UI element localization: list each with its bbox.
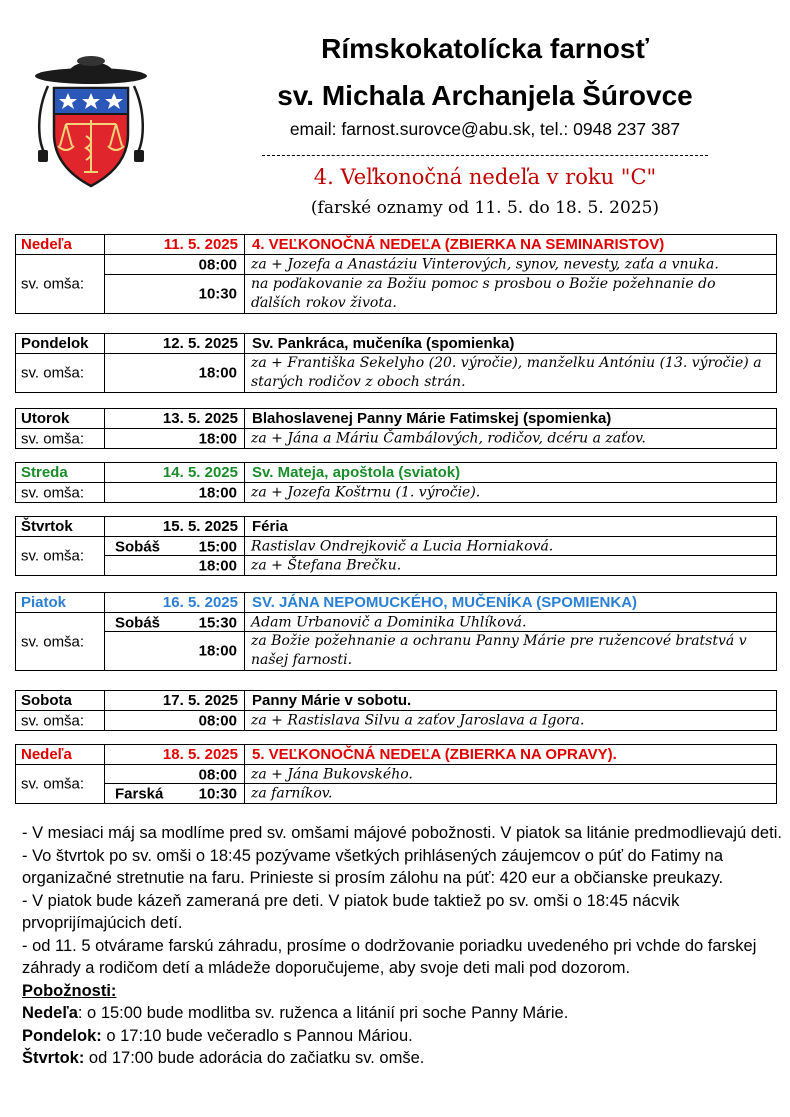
feast-title: Panny Márie v sobotu. <box>252 692 412 709</box>
day-block <box>15 408 777 449</box>
mass-time: 15:00 <box>198 538 237 555</box>
day-header <box>16 235 776 255</box>
contact-line: email: farnost.surovce@abu.sk, tel.: 0948 237 387 <box>289 119 681 139</box>
divider <box>244 483 245 502</box>
feast-title: 4. VEĽKONOČNÁ NEDEĽA (ZBIERKA NA SEMINARISTOV) <box>252 236 665 253</box>
mass-intention: Rastislav Ondrejkovič a Lucia Horniaková. <box>251 538 554 554</box>
devotion-text: od 17:00 bude adorácia do začiatku sv. omše. <box>84 1049 425 1067</box>
day-date: 12. 5. 2025 <box>162 335 238 352</box>
mass-intention: za + Jozefa a Anastáziu Vinterových, synov, nevesty, zaťa a vnuka. <box>251 256 719 273</box>
divider <box>244 334 245 353</box>
day-date: 11. 5. 2025 <box>163 236 238 253</box>
day-header <box>16 463 776 483</box>
mass-label: sv. omša: <box>21 275 85 293</box>
mass-row <box>16 632 776 670</box>
mass-time: 15:30 <box>198 614 237 631</box>
mass-time: 18:00 <box>198 484 237 501</box>
parish-name-line2: sv. Michala Archanjela Šúrovce <box>277 80 693 111</box>
devotion-text: : o 15:00 bude modlitba sv. ruženca a litánií pri soche Panny Márie. <box>77 1004 569 1022</box>
mass-intention: za farníkov. <box>251 785 333 801</box>
mass-intention: za + Jozefa Koštrnu (1. výročie). <box>251 484 481 500</box>
day-name: Sobota <box>21 692 72 709</box>
mass-time: 08:00 <box>198 256 237 274</box>
parish-name-line1: Rímskokatolícka farnosť <box>321 33 649 64</box>
mass-time: 18:00 <box>198 557 237 574</box>
mass-intention: za + Jána a Máriu Čambálových, rodičov, dcéru a zaťov. <box>251 430 646 446</box>
divider <box>244 235 245 254</box>
mass-label: sv. omša: <box>21 712 85 729</box>
divider <box>244 784 245 803</box>
parish-coat-of-arms-icon <box>30 52 152 188</box>
divider <box>244 429 245 448</box>
day-header <box>16 409 776 429</box>
mass-row <box>16 784 776 803</box>
divider <box>244 691 245 710</box>
mass-label: sv. omša: <box>21 484 85 501</box>
mass-time: 18:00 <box>198 364 237 382</box>
devotion-day-label: Pondelok: <box>22 1026 102 1045</box>
divider <box>104 745 105 764</box>
mass-type-label: Sobáš <box>115 538 161 555</box>
divider <box>244 463 245 482</box>
feast-title: 5. VEĽKONOČNÁ NEDEĽA (ZBIERKA NA OPRAVY). <box>252 746 617 763</box>
mass-row <box>16 537 776 556</box>
divider <box>244 275 245 313</box>
day-date: 13. 5. 2025 <box>162 410 238 427</box>
day-name: Nedeľa <box>21 236 72 253</box>
mass-intention: za + Rastislava Silvu a zaťov Jaroslava a Igora. <box>251 712 585 728</box>
day-header <box>16 517 776 537</box>
day-date: 16. 5. 2025 <box>162 594 238 611</box>
divider <box>244 745 245 764</box>
divider <box>104 334 105 353</box>
mass-row <box>16 275 776 313</box>
mass-time: 10:30 <box>198 285 237 303</box>
mass-label: sv. omša: <box>21 364 85 382</box>
divider <box>104 691 105 710</box>
divider <box>244 517 245 536</box>
mass-row <box>16 711 776 730</box>
note-parish-garden: - od 11. 5 otvárame farskú záhradu, prosíme o dodržovanie poriadku uvedeného pri vchde do farskej záhrady a rodičom detí a mládeže doporučujeme, aby svoje deti mali pod dozorom. <box>22 936 757 977</box>
day-date: 17. 5. 2025 <box>162 692 238 709</box>
day-block <box>15 690 777 731</box>
mass-row <box>16 429 776 448</box>
divider <box>244 632 245 670</box>
divider <box>244 537 245 556</box>
day-header <box>16 593 776 613</box>
mass-row <box>16 613 776 632</box>
mass-time: 08:00 <box>198 712 237 729</box>
mass-label: sv. omša: <box>21 430 85 447</box>
divider <box>262 155 708 156</box>
divider <box>244 409 245 428</box>
devotion-day-label: Nedeľa <box>22 1004 78 1022</box>
announcement-period: (farské oznamy od 11. 5. do 18. 5. 2025) <box>310 198 660 218</box>
sunday-title: 4. Veľkonočná nedeľa v roku "C" <box>313 165 657 189</box>
devotion-day-label: Štvrtok: <box>22 1049 85 1067</box>
divider <box>104 409 105 428</box>
mass-label: sv. omša: <box>21 547 85 565</box>
divider <box>104 517 105 536</box>
day-header <box>16 691 776 711</box>
note-may-devotions: - V mesiaci máj sa modlíme pred sv. omšami májové pobožnosti. V piatok sa litánie predmodlievajú deti. <box>22 824 782 842</box>
mass-time: 18:00 <box>198 430 237 447</box>
day-block <box>15 234 777 314</box>
divider <box>104 463 105 482</box>
mass-intention: na poďakovanie za Božiu pomoc s prosbou o Božie požehnanie do ďalších rokov života. <box>251 276 716 311</box>
mass-intention: za + Františka Sekelyho (20. výročie), manželku Antóniu (13. výročie) a starých rodičov z oboch strán. <box>251 355 762 390</box>
mass-time: 08:00 <box>198 766 237 783</box>
day-date: 14. 5. 2025 <box>162 464 238 481</box>
mass-intention: Adam Urbanovič a Dominika Uhlíková. <box>251 614 527 630</box>
divider <box>104 235 105 254</box>
feast-title: Sv. Mateja, apoštola (sviatok) <box>252 464 461 481</box>
day-block <box>15 592 777 671</box>
divider <box>244 613 245 632</box>
mass-type-label: Farská <box>115 785 164 802</box>
mass-type-label: Sobáš <box>115 614 161 631</box>
mass-row <box>16 354 776 392</box>
mass-row <box>16 765 776 784</box>
feast-title: Blahoslavenej Panny Márie Fatimskej (spomienka) <box>252 410 612 427</box>
divider <box>244 255 245 275</box>
mass-row <box>16 556 776 575</box>
day-name: Štvrtok <box>21 518 73 535</box>
devotion-monday <box>22 1025 782 1048</box>
divider <box>244 556 245 575</box>
day-block <box>15 516 777 576</box>
day-date: 15. 5. 2025 <box>162 518 238 535</box>
feast-title: Sv. Pankráca, mučeníka (spomienka) <box>252 335 515 352</box>
feast-title: Féria <box>252 518 288 535</box>
devotions-title: Pobožnosti: <box>22 981 117 1000</box>
mass-row <box>16 483 776 502</box>
note-friday-homily: - V piatok bude kázeň zameraná pre deti. V piatok bude taktiež po sv. omši o 18:45 nácvik prvoprijímajúcich detí. <box>22 891 680 932</box>
day-name: Piatok <box>21 594 67 611</box>
day-name: Streda <box>21 464 68 481</box>
day-name: Utorok <box>21 410 70 427</box>
day-header <box>16 745 776 765</box>
mass-label: sv. omša: <box>21 633 85 650</box>
mass-time: 18:00 <box>198 642 237 660</box>
announcements <box>22 822 782 1070</box>
feast-title: SV. JÁNA NEPOMUCKÉHO, MUČENÍKA (SPOMIENKA) <box>252 594 638 611</box>
day-block <box>15 462 777 503</box>
divider <box>104 593 105 612</box>
mass-intention: za Božie požehnanie a ochranu Panny Márie pre ružencové bratstvá v našej farnosti. <box>251 633 747 668</box>
mass-intention: za + Jána Bukovského. <box>251 766 413 782</box>
devotion-thursday <box>22 1047 782 1070</box>
mass-intention: za + Štefana Brečku. <box>251 557 402 573</box>
day-block <box>15 744 777 804</box>
day-name: Pondelok <box>21 335 89 352</box>
day-block <box>15 333 777 393</box>
day-header <box>16 334 776 354</box>
devotion-sunday <box>22 1002 782 1025</box>
mass-label: sv. omša: <box>21 775 85 793</box>
mass-row <box>16 255 776 275</box>
note-fatima-pilgrimage: - Vo štvrtok po sv. omši o 18:45 pozývame všetkých prihlásených záujemcov o púť do Fatimy na organizačné stretnutie na faru. Prinieste si prosím zálohu na púť: 420 eur a občianske preukazy. <box>22 846 724 887</box>
divider <box>244 765 245 784</box>
divider <box>244 711 245 730</box>
day-date: 18. 5. 2025 <box>162 746 238 763</box>
divider <box>244 354 245 392</box>
day-name: Nedeľa <box>21 746 72 763</box>
devotion-text: o 17:10 bude večeradlo s Pannou Máriou. <box>101 1026 413 1045</box>
mass-time: 10:30 <box>198 785 237 802</box>
divider <box>244 593 245 612</box>
